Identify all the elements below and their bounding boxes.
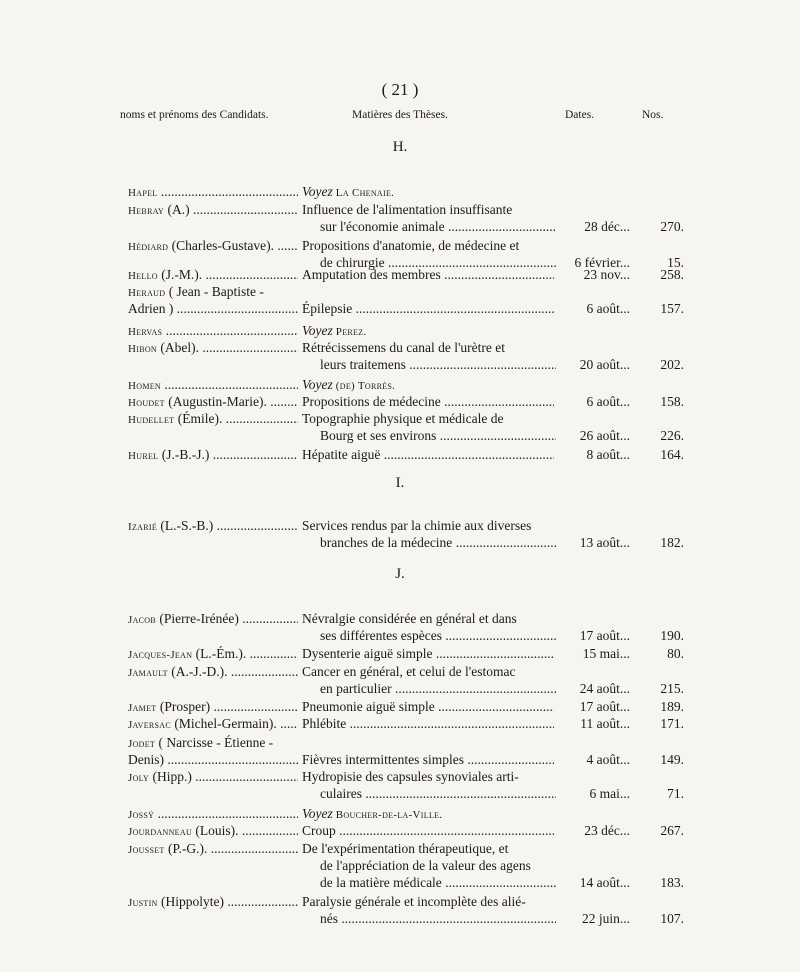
thesis-title: Cancer en général, et celui de l'estomac xyxy=(302,664,516,679)
thesis-title: Services rendus par la chimie aux diverses xyxy=(302,518,532,533)
candidate-surname: Jodet xyxy=(128,738,156,750)
thesis-title: Amputation des membres ..... xyxy=(302,266,554,284)
table-row xyxy=(0,857,800,875)
thesis-title: Propositions d'anatomie, de médecine et xyxy=(302,238,520,253)
thesis-date: 6 février... xyxy=(574,255,630,270)
table-row xyxy=(0,751,800,769)
table-row xyxy=(0,283,800,301)
thesis-title: Dysenterie aiguë simple ..... xyxy=(302,645,554,663)
thesis-number: 267. xyxy=(660,823,684,838)
table-row xyxy=(0,446,800,464)
table-row xyxy=(0,300,800,318)
thesis-number: 270. xyxy=(660,219,684,234)
candidate-given-name: (Hipp.) xyxy=(149,769,192,784)
candidate-surname: Houdet xyxy=(128,397,165,409)
thesis-title: en particulier ..... xyxy=(320,680,556,698)
thesis-number: 171. xyxy=(660,716,684,731)
thesis-date: 4 août... xyxy=(586,752,630,767)
table-row xyxy=(0,201,800,219)
thesis-date: 14 août... xyxy=(579,875,630,890)
thesis-number: 190. xyxy=(660,628,684,643)
thesis-title: ses différentes espèces ..... xyxy=(320,627,556,645)
candidate-given-name: (L.-S.-B.) xyxy=(157,518,214,533)
thesis-number: 107. xyxy=(660,911,684,926)
candidate-name xyxy=(128,715,298,734)
thesis-title: Voyez Perez. xyxy=(302,323,367,338)
page-number: ( 21 ) xyxy=(381,80,419,99)
table-row xyxy=(0,237,800,255)
table-row xyxy=(0,376,800,394)
thesis-title: de l'appréciation de la valeur des agens xyxy=(320,858,531,873)
candidate-given-name-cont: Denis) ..... xyxy=(128,751,298,769)
thesis-title: de la matière médicale ..... xyxy=(320,874,556,892)
candidate-given-name-cont: Adrien ) ..... xyxy=(128,300,298,318)
candidate-given-name: (J.-B.-J.) xyxy=(158,447,210,462)
candidate-given-name: (A.) xyxy=(164,202,190,217)
thesis-date: 8 août... xyxy=(586,447,630,462)
candidate-given-name: ( Narcisse - Étienne - xyxy=(155,735,274,750)
thesis-date: 28 déc... xyxy=(584,219,630,234)
candidate-surname: Jacques-Jean xyxy=(128,649,193,661)
thesis-title: Croup ..... xyxy=(302,822,554,840)
thesis-date: 22 juin... xyxy=(581,911,630,926)
thesis-title: Pneumonie aiguë simple ..... xyxy=(302,698,554,716)
thesis-title: Voyez Boucher-de-la-Ville. xyxy=(302,806,443,821)
candidate-surname: Jacob xyxy=(128,614,157,626)
thesis-title: Paralysie générale et incomplète des alié- xyxy=(302,894,526,909)
table-row xyxy=(0,410,800,428)
table-row xyxy=(0,698,800,716)
candidate-surname: Hédiard xyxy=(128,241,169,253)
thesis-title: nés ..... xyxy=(320,910,556,928)
table-row xyxy=(0,427,800,445)
candidate-surname: Heraud xyxy=(128,287,166,299)
thesis-date: 23 nov... xyxy=(583,267,630,282)
thesis-number: 258. xyxy=(660,267,684,282)
table-row xyxy=(0,785,800,803)
thesis-title: de chirurgie ..... xyxy=(320,254,556,272)
candidate-given-name: ( Jean - Baptiste - xyxy=(165,284,264,299)
candidate-surname: Jamault xyxy=(128,667,168,679)
candidate-given-name: (Prosper) xyxy=(156,699,211,714)
table-row xyxy=(0,610,800,628)
thesis-number: 189. xyxy=(660,699,684,714)
thesis-date: 17 août... xyxy=(579,699,630,714)
candidate-surname: Hervas xyxy=(128,326,163,338)
thesis-number: 149. xyxy=(660,752,684,767)
candidate-given-name: (P.-G.). xyxy=(164,841,208,856)
thesis-number: 158. xyxy=(660,394,684,409)
table-row xyxy=(0,627,800,645)
thesis-date: 24 août... xyxy=(579,681,630,696)
candidate-given-name: (L.-Ém.). xyxy=(192,646,247,661)
candidate-given-name: (Augustin-Marie). xyxy=(164,394,267,409)
table-row xyxy=(0,874,800,892)
thesis-date: 15 mai... xyxy=(582,646,630,661)
thesis-title: Hydropisie des capsules synoviales arti- xyxy=(302,769,519,784)
candidate-surname: Joly xyxy=(128,772,150,784)
candidate-surname: Homen xyxy=(128,380,161,392)
thesis-number: 164. xyxy=(660,447,684,462)
thesis-title: Influence de l'alimentation insuffisante xyxy=(302,202,513,217)
candidate-surname: Hapel xyxy=(128,187,158,199)
table-row xyxy=(0,768,800,786)
thesis-title: Hépatite aiguë ..... xyxy=(302,446,554,464)
thesis-title: sur l'économie animale ..... xyxy=(320,218,556,236)
thesis-title: Rétrécissemens du canal de l'urètre et xyxy=(302,340,505,355)
candidate-surname: Hurel xyxy=(128,450,159,462)
table-row xyxy=(0,893,800,911)
candidate-surname: Jossý xyxy=(128,809,155,821)
table-row xyxy=(0,183,800,201)
candidate-given-name: (Pierre-Irénée) xyxy=(156,611,239,626)
candidate-given-name: (Charles-Gustave). xyxy=(168,238,274,253)
thesis-title: Voyez La Chenaie. xyxy=(302,184,395,199)
thesis-date: 6 mai... xyxy=(589,786,630,801)
table-row xyxy=(0,840,800,858)
candidate-name xyxy=(128,822,298,841)
section-letter: J. xyxy=(395,566,405,582)
candidate-name xyxy=(128,446,298,465)
thesis-date: 6 août... xyxy=(586,301,630,316)
thesis-title: leurs traitemens ..... xyxy=(320,356,556,374)
table-row xyxy=(0,910,800,928)
thesis-title: Bourg et ses environs ..... xyxy=(320,427,556,445)
thesis-date: 13 août... xyxy=(579,535,630,550)
candidate-name xyxy=(128,183,298,202)
table-row xyxy=(0,663,800,681)
candidate-surname: Hibon xyxy=(128,343,157,355)
table-row xyxy=(0,517,800,535)
section-letter: I. xyxy=(395,475,405,491)
table-row xyxy=(0,734,800,752)
thesis-number: 202. xyxy=(660,357,684,372)
table-row xyxy=(0,645,800,663)
table-row xyxy=(0,339,800,357)
thesis-date: 20 août... xyxy=(579,357,630,372)
thesis-date: 6 août... xyxy=(586,394,630,409)
section-letter: H. xyxy=(392,139,408,155)
candidate-surname: Jousset xyxy=(128,844,165,856)
candidate-given-name: (Michel-Germain). xyxy=(171,716,277,731)
thesis-number: 183. xyxy=(660,875,684,890)
thesis-number: 226. xyxy=(660,428,684,443)
header-numbers: Nos. xyxy=(642,109,664,121)
thesis-number: 71. xyxy=(667,786,684,801)
table-row xyxy=(0,680,800,698)
thesis-title: Épilepsie ..... xyxy=(302,300,554,318)
candidate-given-name: (J.-M.). xyxy=(157,267,203,282)
candidate-surname: Hello xyxy=(128,270,158,282)
table-row xyxy=(0,393,800,411)
table-row xyxy=(0,266,800,284)
thesis-date: 17 août... xyxy=(579,628,630,643)
thesis-title: Voyez (de) Torrès. xyxy=(302,377,396,392)
candidate-given-name: (Hippolyte) xyxy=(157,894,225,909)
thesis-title: Fièvres intermittentes simples ..... xyxy=(302,751,554,769)
thesis-number: 80. xyxy=(667,646,684,661)
thesis-title: branches de la médecine ..... xyxy=(320,534,556,552)
candidate-surname: Hudellet xyxy=(128,414,175,426)
header-names: noms et prénoms des Candidats. xyxy=(120,109,269,121)
candidate-given-name: (Louis). xyxy=(192,823,239,838)
thesis-number: 157. xyxy=(660,301,684,316)
header-dates: Dates. xyxy=(565,109,595,121)
thesis-title: Névralgie considérée en général et dans xyxy=(302,611,517,626)
table-row xyxy=(0,218,800,236)
candidate-surname: Jourdanneau xyxy=(128,826,193,838)
thesis-title: Phlébite ..... xyxy=(302,715,554,733)
candidate-given-name: (A.-J.-D.). xyxy=(167,664,228,679)
candidate-given-name: (Abel). xyxy=(157,340,199,355)
candidate-surname: Izarié xyxy=(128,521,158,533)
candidate-surname: Jamet xyxy=(128,702,157,714)
thesis-title: Topographie physique et médicale de xyxy=(302,411,504,426)
thesis-title: Propositions de médecine ..... xyxy=(302,393,554,411)
thesis-number: 15. xyxy=(667,255,684,270)
table-row xyxy=(0,534,800,552)
table-row xyxy=(0,805,800,823)
table-row xyxy=(0,715,800,733)
header-theses: Matières des Thèses. xyxy=(352,109,448,121)
table-row xyxy=(0,822,800,840)
thesis-title: De l'expérimentation thérapeutique, et xyxy=(302,841,509,856)
thesis-date: 23 déc... xyxy=(584,823,630,838)
thesis-number: 182. xyxy=(660,535,684,550)
thesis-date: 26 août... xyxy=(579,428,630,443)
candidate-surname: Justin xyxy=(128,897,158,909)
thesis-title: culaires ..... xyxy=(320,785,556,803)
candidate-surname: Javersac xyxy=(128,719,171,731)
candidate-given-name: (Émile). xyxy=(174,411,223,426)
thesis-number: 215. xyxy=(660,681,684,696)
candidate-name xyxy=(128,645,298,664)
candidate-surname: Hebray xyxy=(128,205,165,217)
table-row xyxy=(0,322,800,340)
table-row xyxy=(0,356,800,374)
thesis-date: 11 août... xyxy=(580,716,630,731)
